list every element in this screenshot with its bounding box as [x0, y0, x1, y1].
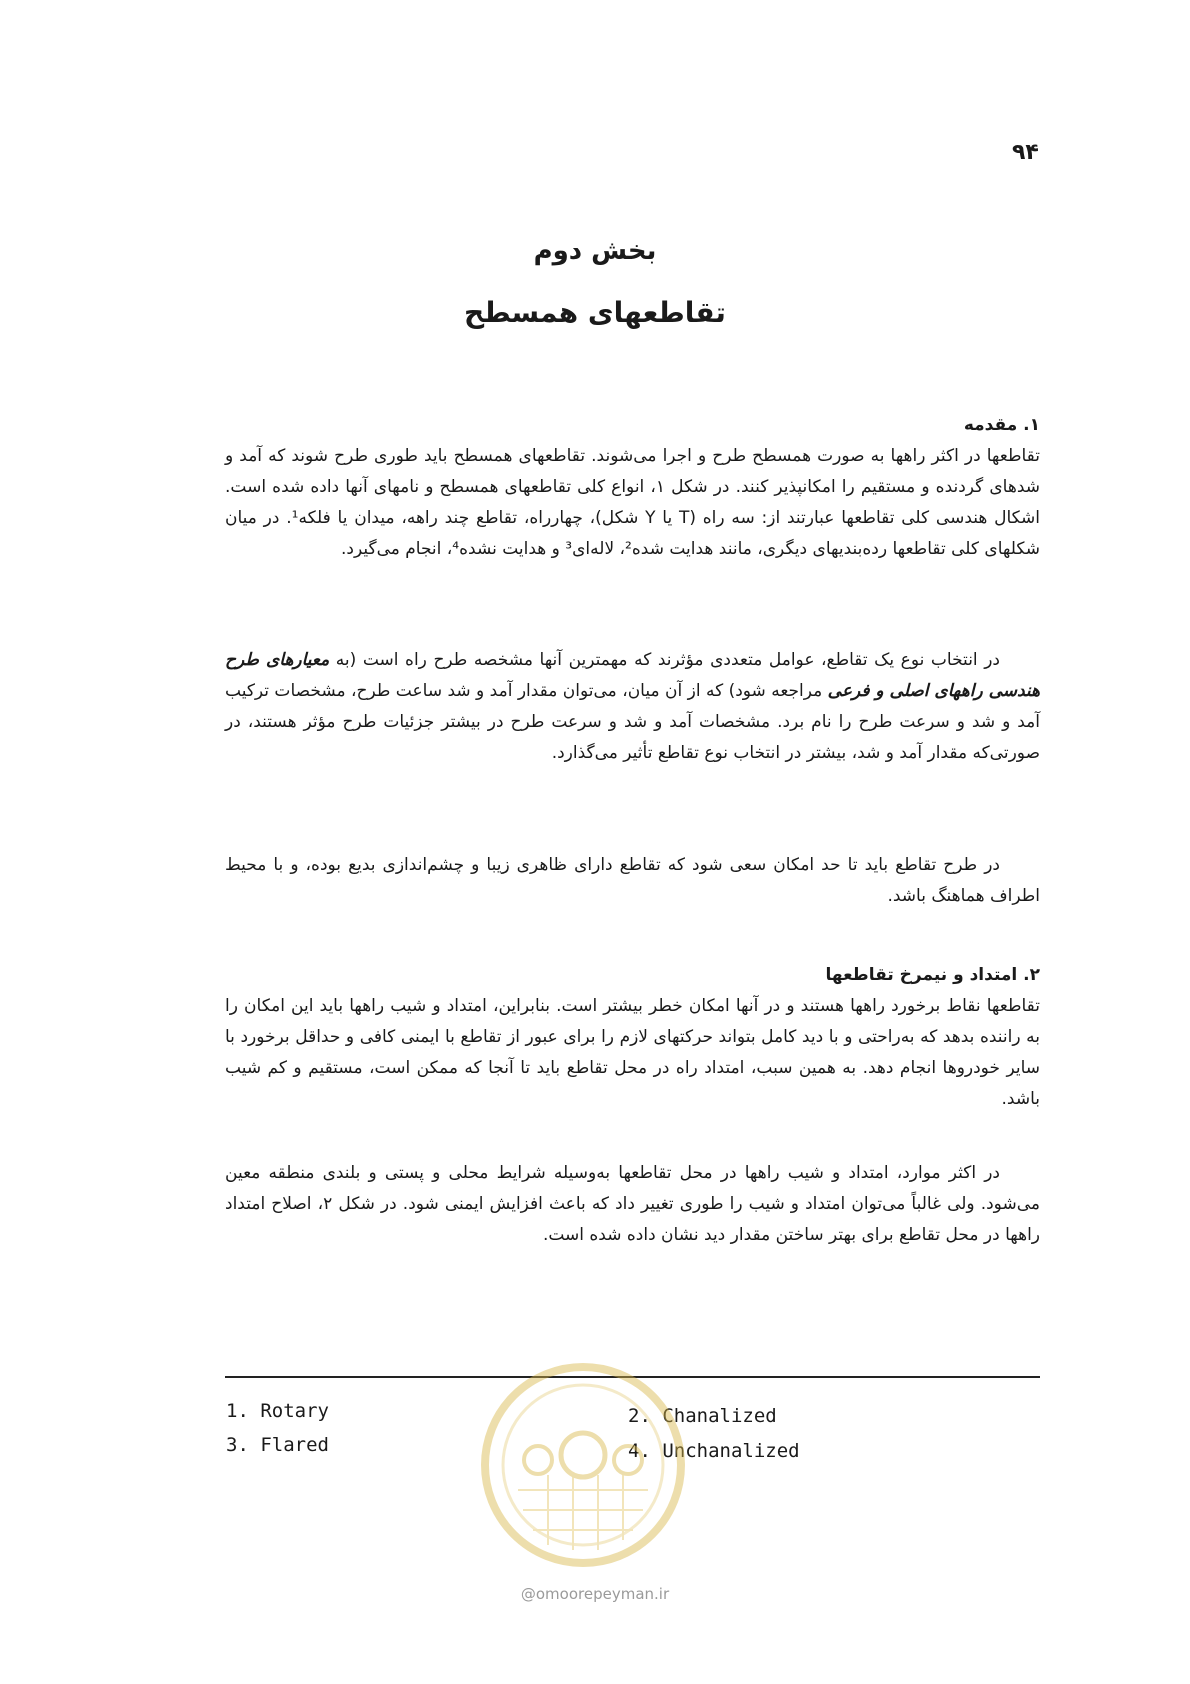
section-1-paragraph-2 [225, 645, 1040, 769]
section-2-paragraph-2 [225, 1158, 1040, 1251]
p3-text: در طرح تقاطع باید تا حد امکان سعی شود که تقاطع دارای ظاهری زیبا و چشم‌اندازی بدیع بوده، و با محیط اطراف هماهنگ باشد. [225, 855, 1040, 906]
footnote-4: 4. Unchanalized [628, 1440, 800, 1462]
p2-text-after: مراجعه شود) که از آن میان، می‌توان مقدار آمد و شد ساعت طرح، مشخصات ترکیب آمد و شد و سرعت طرح را نام برد. مشخصات آمد و شد و سرعت طرح در بیشتر جزئیات طرح مؤثر هستند، در صورتی‌که مقدار آمد و شد، بیشتر در انتخاب نوع تقاطع تأثیر می‌گذارد. [225, 681, 1040, 763]
footnote-2: 2. Chanalized [628, 1405, 777, 1427]
section-1-paragraph-1: تقاطعها در اکثر راهها به صورت همسطح طرح و اجرا می‌شوند. تقاطعهای همسطح باید طوری طرح شوند که آمد و شدهای گردنده و مستقیم را امکانپذیر کنند. در شکل ۱، انواع کلی تقاطعهای همسطح و نامهای آنها داده شده است. اشکال هندسی کلی تقاطعها عبارتند از: سه راه (T یا Y شکل)، چهارراه، تقاطع چند راهه، میدان یا فلکه¹. در میان شکلهای کلی تقاطعها رده‌بندیهای دیگری، مانند هدایت شده²، لاله‌ای³ و هدایت نشده⁴، انجام می‌گیرد. [225, 446, 1041, 559]
s2-p2-text: در اکثر موارد، امتداد و شیب راهها در محل تقاطعها به‌وسیله شرایط محلی و پستی و بلندی منطقه معین می‌شود. ولی غالباً می‌توان امتداد و شیب را طوری تغییر داد که باعث افزایش ایمنی شود. در شکل ۲، اصلاح امتداد راهها در محل تقاطع برای بهتر ساختن مقدار دید نشان داده شده است. [225, 1163, 1040, 1245]
section-1 [225, 410, 1040, 565]
section-1-heading: ۱. مقدمه [963, 415, 1040, 435]
watermark-seal-icon [478, 1360, 688, 1570]
section-2-heading: ۲. امتداد و نیمرخ تقاطعها [825, 965, 1040, 985]
section-2 [225, 960, 1040, 1115]
section-1-paragraph-3 [225, 850, 1040, 912]
page-number: ۹۴ [1012, 140, 1039, 165]
p2-emphasis: معیارهای طرح هندسی راههای اصلی و فرعی [225, 650, 1041, 701]
chapter-subtitle: تقاطعهای همسطح [464, 296, 726, 329]
footnote-3: 3. Flared [226, 1434, 329, 1456]
chapter-title: بخش دوم [533, 236, 657, 266]
p2-text-before: در انتخاب نوع یک تقاطع، عوامل متعددی مؤثرند که مهمترین آنها مشخصه طرح راه است (به [329, 650, 1000, 670]
watermark-text: @omoorepeyman.ir [520, 1585, 670, 1603]
section-2-paragraph-1: تقاطعها نقاط برخورد راهها هستند و در آنها امکان خطر بیشتر است. بنابراین، امتداد و شیب راهها باید این امکان را به راننده بدهد که به‌راحتی و با دید کامل بتواند حرکتهای لازم را برای عبور از تقاطع با ایمنی کافی و حداقل برخورد با سایر خودروها انجام دهد. به همین سبب، امتداد راه در محل تقاطع باید تا آنجا که ممکن است، مستقیم و کم شیب باشد. [225, 996, 1040, 1109]
footnote-1: 1. Rotary [226, 1400, 329, 1422]
